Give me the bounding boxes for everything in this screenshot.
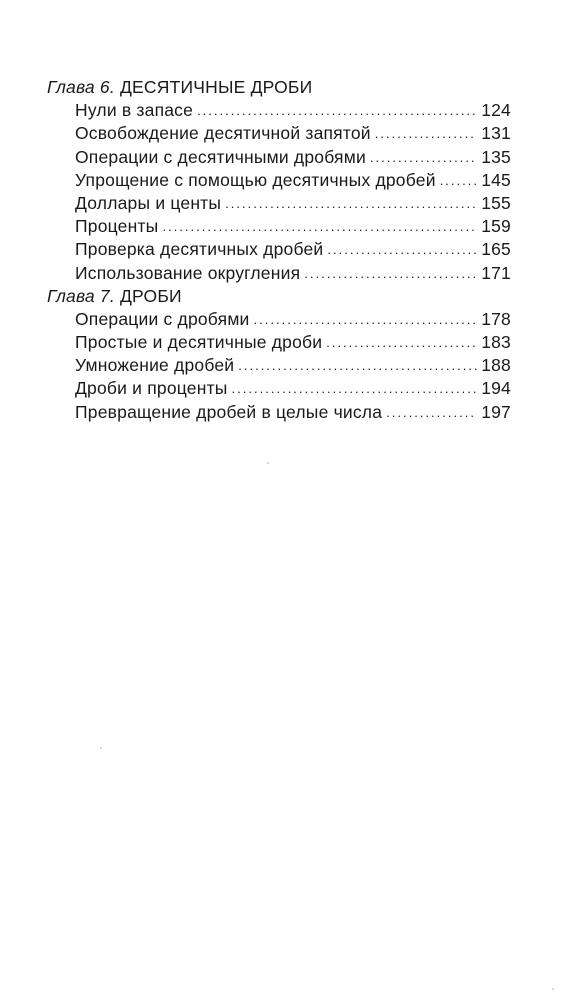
- entry-page-number: 165: [481, 239, 511, 260]
- dot-leader: [232, 377, 478, 400]
- entry-title: Проверка десятичных дробей: [75, 239, 324, 260]
- toc-entry[interactable]: [75, 146, 511, 169]
- entry-page-number: 135: [481, 146, 511, 167]
- entry-title: Упрощение с помощью десятичных дробей: [75, 169, 436, 190]
- entry-page-number: 159: [481, 216, 511, 237]
- entry-title: Доллары и центы: [75, 192, 222, 213]
- entry-page-number: 145: [481, 169, 511, 190]
- entry-title: Простые и десятичные дроби: [75, 332, 323, 353]
- toc-entry[interactable]: [75, 215, 511, 238]
- scan-speck: [267, 462, 269, 464]
- entry-title: Дроби и проценты: [75, 378, 228, 399]
- toc-entry[interactable]: [75, 99, 511, 122]
- chapter-label: Глава 7.: [47, 285, 115, 306]
- toc-entry[interactable]: [75, 377, 511, 400]
- toc-entry[interactable]: [75, 192, 511, 215]
- dot-leader: [162, 215, 477, 238]
- entry-page-number: 155: [481, 192, 511, 213]
- chapter-label: Глава 6.: [47, 77, 115, 97]
- dot-leader: [238, 354, 477, 377]
- entry-page-number: 197: [481, 401, 511, 422]
- dot-leader: [327, 238, 477, 261]
- dot-leader: [386, 401, 477, 424]
- entry-title: Умножение дробей: [75, 355, 235, 376]
- dot-leader: [225, 192, 477, 215]
- toc-entry[interactable]: [75, 238, 511, 261]
- entry-page-number: 183: [481, 332, 511, 353]
- toc-entry[interactable]: [75, 308, 511, 331]
- dot-leader: [197, 99, 477, 122]
- toc-entry[interactable]: [75, 331, 511, 354]
- toc-entry[interactable]: [75, 262, 511, 285]
- entry-title: Использование округления: [75, 262, 301, 283]
- scan-speck: [100, 747, 102, 749]
- entry-page-number: 188: [481, 355, 511, 376]
- scan-speck: [552, 988, 554, 990]
- toc-entry[interactable]: [75, 401, 511, 424]
- dot-leader: [440, 169, 478, 192]
- entry-title: Превращение дробей в целые числа: [75, 401, 383, 422]
- table-of-contents: [47, 76, 511, 424]
- entry-title: Освобождение десятичной запятой: [75, 123, 371, 144]
- entry-title: Проценты: [75, 216, 159, 237]
- dot-leader: [254, 308, 478, 331]
- entry-title: Операции с десятичными дробями: [75, 146, 366, 167]
- entry-page-number: 171: [481, 262, 511, 283]
- dot-leader: [375, 122, 477, 145]
- toc-entry[interactable]: [75, 354, 511, 377]
- toc-entry[interactable]: [75, 122, 511, 145]
- entry-page-number: 131: [481, 123, 511, 144]
- dot-leader: [326, 331, 477, 354]
- entry-page-number: 124: [481, 100, 511, 121]
- chapter-title: ДРОБИ: [119, 285, 182, 306]
- chapter-heading: [47, 285, 511, 308]
- entry-page-number: 194: [481, 378, 511, 399]
- entry-title: Нули в запасе: [75, 100, 194, 121]
- chapter-title: ДЕСЯТИЧНЫЕ ДРОБИ: [119, 77, 313, 97]
- dot-leader: [370, 146, 477, 169]
- entry-page-number: 178: [481, 308, 511, 329]
- toc-entry[interactable]: [75, 169, 511, 192]
- chapter-heading: [47, 76, 511, 99]
- dot-leader: [304, 262, 477, 285]
- entry-title: Операции с дробями: [75, 308, 250, 329]
